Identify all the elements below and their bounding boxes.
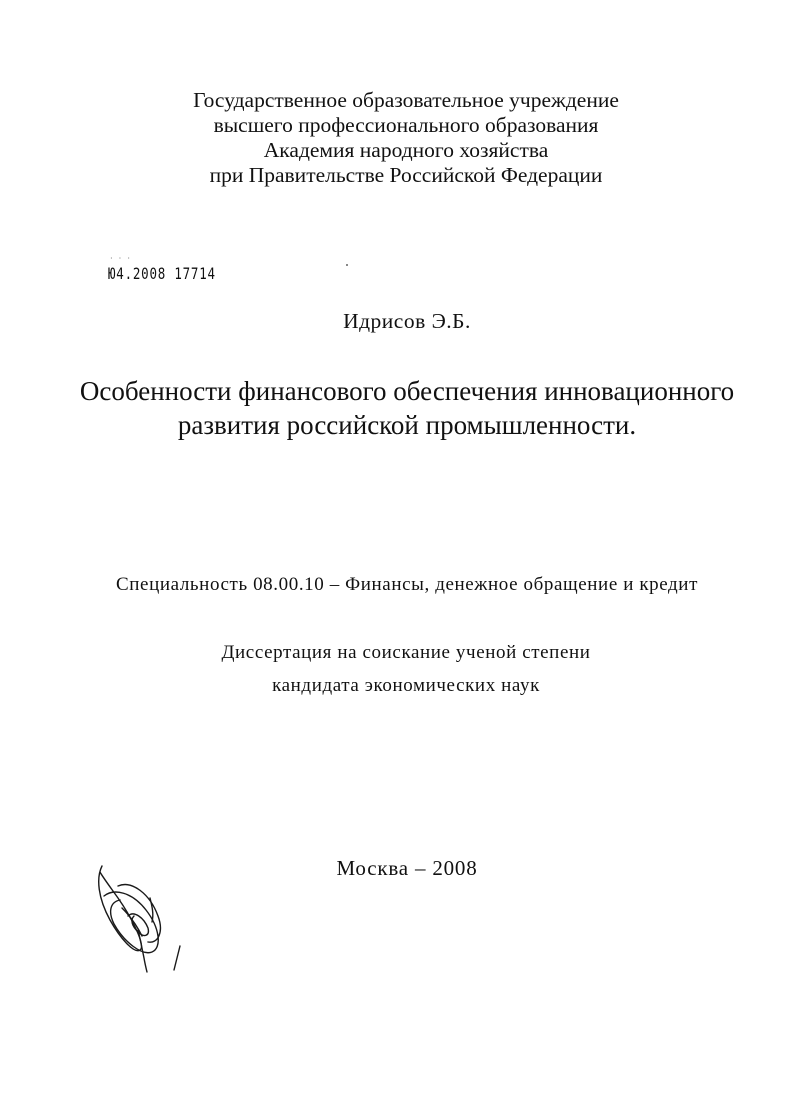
author-name: Идрисов Э.Б. — [343, 309, 471, 333]
institution-line: при Правительстве Российской Федерации — [209, 163, 603, 187]
degree-line: Диссертация на соискание ученой степени — [221, 642, 591, 663]
degree-line: кандидата экономических наук — [272, 675, 540, 696]
city-year: Москва – 2008 — [336, 856, 478, 880]
scan-speck — [346, 264, 348, 266]
title-line: Особенности финансового обеспечения инновационного — [79, 376, 735, 406]
degree-statement — [0, 636, 799, 702]
specialty-line: Специальность 08.00.10 – Финансы, денежное обращение и кредит — [116, 574, 698, 595]
registration-code: Ю4.2008 17714 — [108, 264, 216, 283]
registration-marks: · · · — [110, 254, 132, 263]
signature-icon — [88, 858, 198, 978]
institution-header — [0, 88, 799, 188]
institution-line: Академия народного хозяйства — [263, 138, 549, 162]
title-line: развития российской промышленности. — [177, 410, 637, 440]
institution-line: Государственное образовательное учреждение — [193, 88, 619, 112]
institution-line: высшего профессионального образования — [213, 113, 599, 137]
dissertation-title — [0, 374, 799, 442]
